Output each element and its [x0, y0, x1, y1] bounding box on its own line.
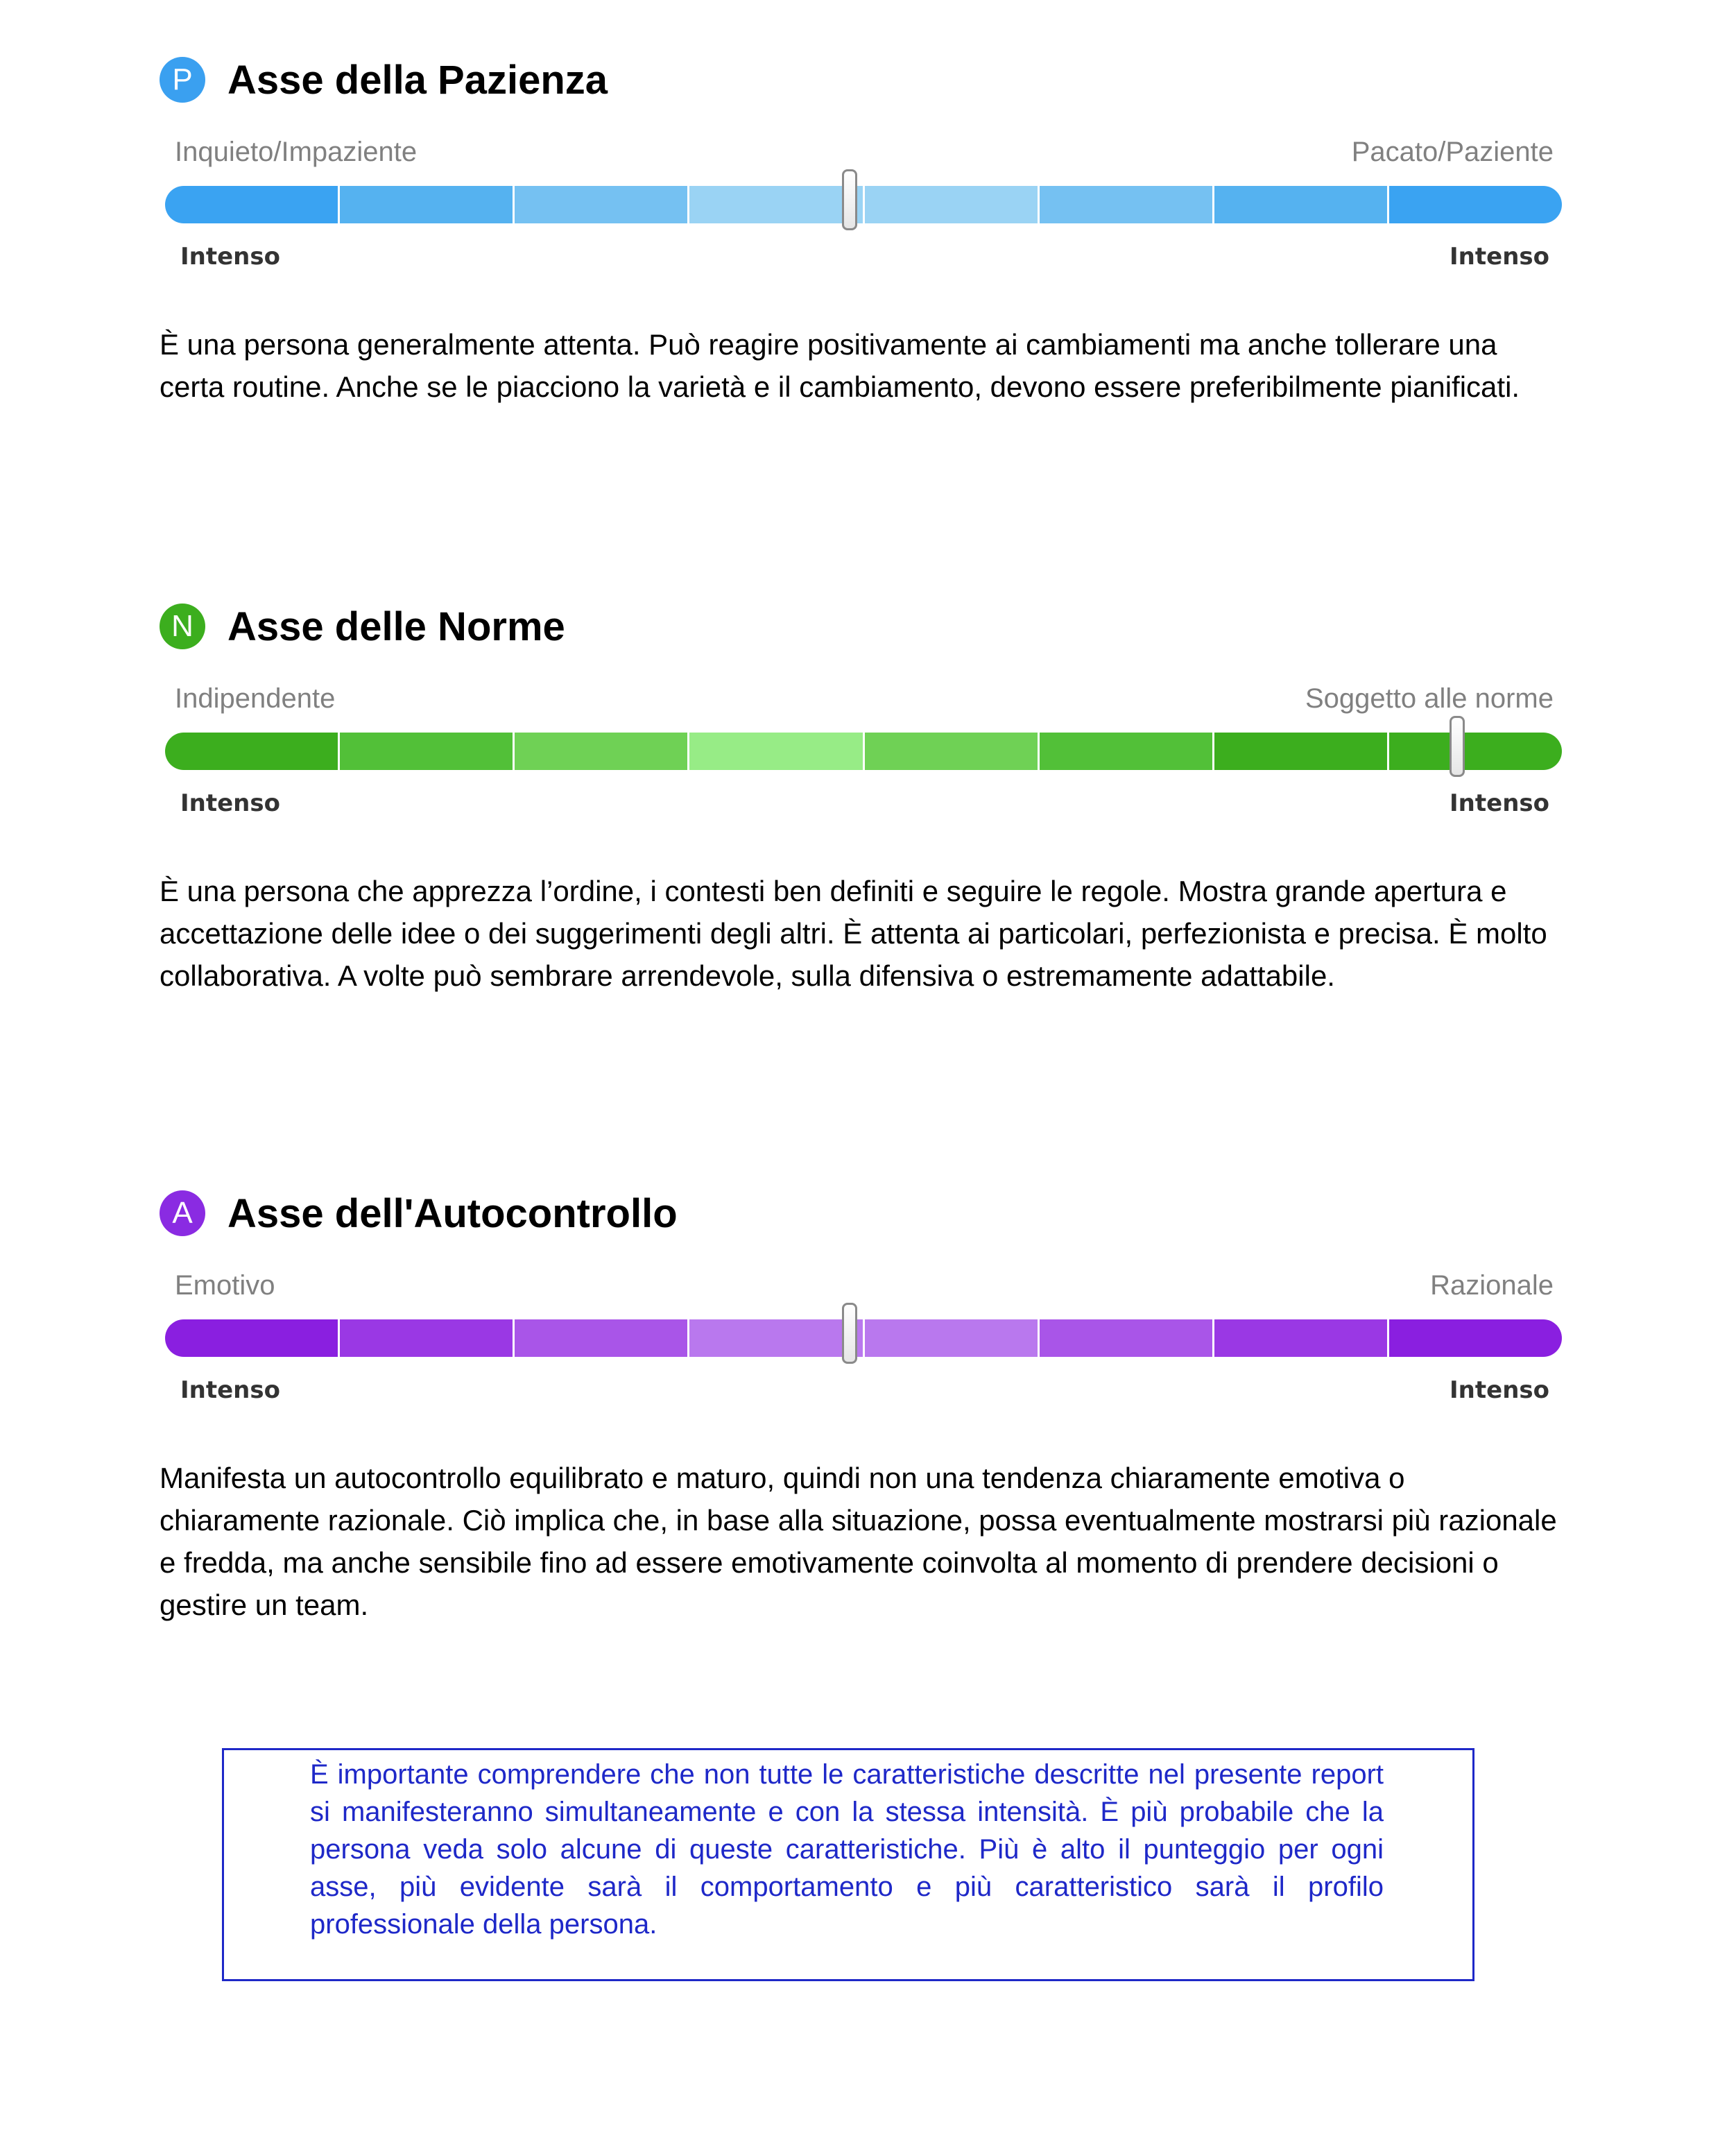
axis-right-pole-label: Pacato/Paziente [1351, 137, 1554, 167]
scale-segment-4 [687, 186, 862, 223]
axis-badge-icon: P [160, 57, 205, 103]
axis-left-pole-label: Emotivo [175, 1270, 275, 1301]
scale-segment-8 [1387, 186, 1562, 223]
axis-title: Asse delle Norme [227, 604, 565, 649]
axis-description: È una persona generalmente attenta. Può reagire positivamente ai cambiamenti ma anche tollerare una certa routine. Anche se le piacciono la varietà e il cambiamento, devono essere preferibilmente pianificati. [160, 328, 1520, 403]
axis-header [160, 1186, 1200, 1242]
scale-segment-7 [1212, 1319, 1387, 1357]
axis-section-patience [160, 53, 1567, 455]
axis-description: È una persona che apprezza l’ordine, i contesti ben definiti e seguire le regole. Mostra grande apertura e accettazione delle idee o dei suggerimenti degli altri. È attenta ai particolari, perfezionista e precisa. È molto collaborativa. A volte può sembrare arrendevole, sulla difensiva o estremamente adattabile. [160, 875, 1547, 992]
axis-section-self-control [160, 1186, 1567, 1630]
axis-slider-handle [842, 1303, 857, 1364]
axis-title: Asse dell'Autocontrollo [227, 1191, 678, 1236]
scale-segment-2 [338, 1319, 513, 1357]
axis-left-pole-label: Indipendente [175, 683, 336, 714]
scale-segment-2 [338, 733, 513, 770]
scale-segment-1 [165, 1319, 338, 1357]
axis-right-intensity-label: Intenso [1450, 1376, 1549, 1404]
scale-segment-5 [863, 733, 1038, 770]
scale-segment-6 [1038, 186, 1212, 223]
axis-scale-bar [165, 733, 1562, 770]
axis-description: Manifesta un autocontrollo equilibrato e maturo, quindi non una tendenza chiaramente emotiva o chiaramente razionale. Ciò implica che, in base alla situazione, possa eventualmente mostrarsi più razionale e fredda, ma anche sensibile fino ad essere emotivamente coinvolta al momento di prendere decisioni o gestire un team. [160, 1462, 1557, 1621]
scale-segment-1 [165, 733, 338, 770]
scale-segment-3 [513, 1319, 687, 1357]
axis-left-pole-label: Inquieto/Impaziente [175, 137, 418, 167]
axis-scale-bar [165, 186, 1562, 223]
axis-slider-handle [842, 169, 857, 230]
disclaimer-note-text: È importante comprendere che non tutte le caratteristiche descritte nel presente report si manifesteranno simultaneamente e con la stessa intensità. È più probabile che la persona veda solo alcune di queste caratteristiche. Più è alto il punteggio per ogni asse, più evidente sarà il comportamento e più caratteristico sarà il profilo professionale della persona. [310, 1759, 1384, 1940]
scale-segment-5 [863, 1319, 1038, 1357]
scale-segment-2 [338, 186, 513, 223]
scale-segment-5 [863, 186, 1038, 223]
scale-segment-1 [165, 186, 338, 223]
axis-slider-handle [1450, 716, 1465, 777]
disclaimer-note-box [222, 1748, 1474, 1981]
axis-badge-icon: A [160, 1190, 205, 1236]
axis-left-intensity-label: Intenso [180, 243, 280, 271]
axis-right-pole-label: Soggetto alle norme [1305, 683, 1554, 714]
scale-segment-4 [687, 1319, 862, 1357]
scale-segment-6 [1038, 733, 1212, 770]
scale-segment-8 [1387, 733, 1562, 770]
scale-segment-3 [513, 733, 687, 770]
scale-segment-6 [1038, 1319, 1212, 1357]
axis-right-intensity-label: Intenso [1450, 789, 1549, 817]
axis-left-intensity-label: Intenso [180, 1376, 280, 1404]
axis-title: Asse della Pazienza [227, 58, 608, 103]
scale-segment-7 [1212, 733, 1387, 770]
scale-segment-8 [1387, 1319, 1562, 1357]
axis-header [160, 599, 1200, 655]
scale-segment-3 [513, 186, 687, 223]
scale-segment-7 [1212, 186, 1387, 223]
axis-badge-icon: N [160, 604, 205, 649]
axis-header [160, 53, 1200, 108]
axis-right-intensity-label: Intenso [1450, 243, 1549, 271]
axis-scale-bar [165, 1319, 1562, 1357]
axis-right-pole-label: Razionale [1430, 1270, 1554, 1301]
scale-segment-4 [687, 733, 862, 770]
axis-section-norms [160, 599, 1567, 1043]
axis-left-intensity-label: Intenso [180, 789, 280, 817]
